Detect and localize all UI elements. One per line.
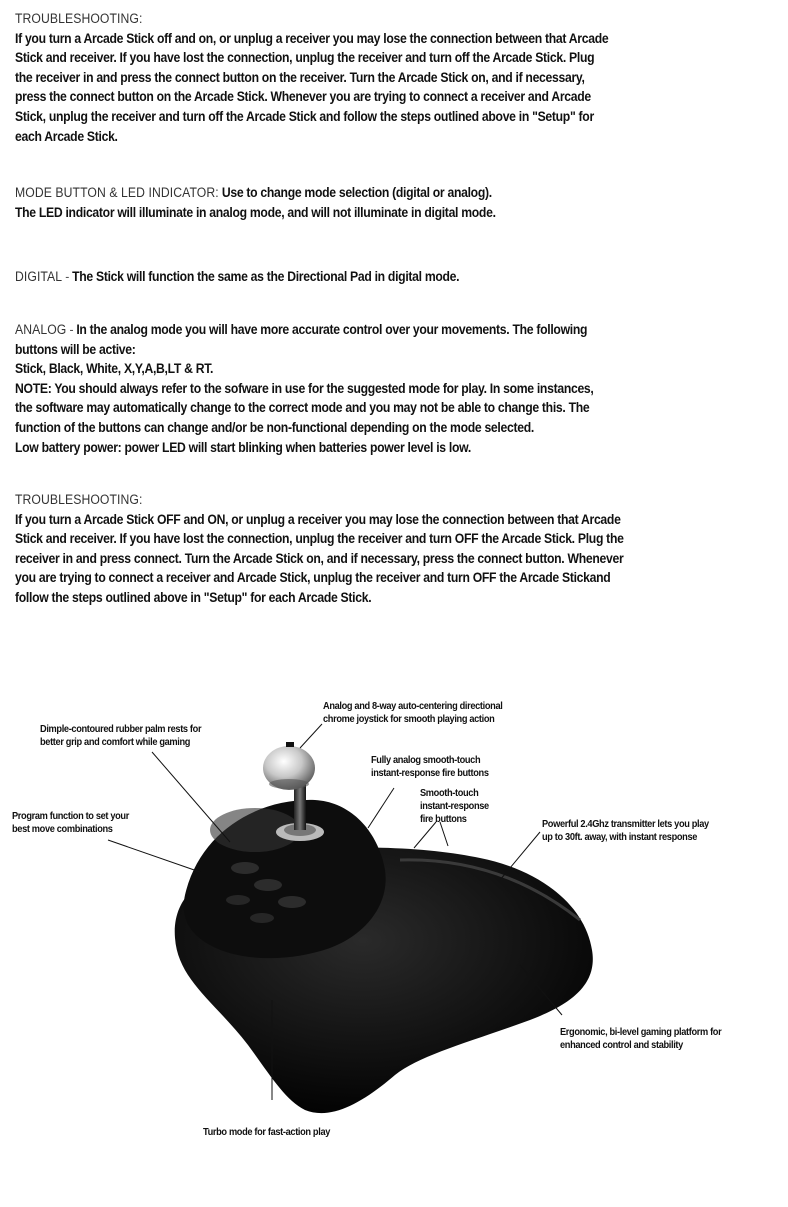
troubleshooting-section-2 bbox=[15, 491, 765, 609]
label-fire-buttons: Smooth-touch instant-response fire buttons bbox=[420, 787, 489, 825]
analog-section bbox=[15, 321, 765, 458]
mode-button-section bbox=[15, 184, 765, 223]
label-turbo-mode: Turbo mode for fast-action play bbox=[203, 1126, 331, 1138]
label-transmitter: Powerful 2.4Ghz transmitter lets you play up to 30ft. away, with instant response bbox=[542, 818, 709, 843]
digital-dash: - bbox=[62, 269, 73, 285]
digital-heading: DIGITAL bbox=[15, 269, 63, 285]
fire-button bbox=[254, 879, 282, 891]
label-analog-fire-buttons: Fully analog smooth-touch instant-response fire buttons bbox=[371, 754, 489, 779]
analog-dash: - bbox=[66, 322, 77, 338]
analog-note-line: the software may automatically change to the correct mode and you may not be able to change this. The bbox=[15, 400, 590, 417]
paragraph-line: each Arcade Stick. bbox=[15, 128, 118, 145]
arcade-stick-diagram bbox=[0, 680, 788, 1180]
fire-button bbox=[231, 862, 259, 874]
label-program-function: Program function to set your best move combinations bbox=[12, 810, 129, 835]
paragraph-line: receiver in and press connect. Turn the Arcade Stick on, and if necessary, press the connect button. Whenever bbox=[15, 550, 624, 567]
analog-text: In the analog mode you will have more accurate control over your movements. The following bbox=[76, 322, 588, 338]
fire-button bbox=[250, 913, 274, 923]
troubleshooting-section-1 bbox=[15, 10, 765, 147]
paragraph-line: follow the steps outlined above in "Setup" for each Arcade Stick. bbox=[15, 589, 372, 606]
fire-button bbox=[226, 895, 250, 905]
paragraph-line: If you turn a Arcade Stick OFF and ON, or unplug a receiver you may lose the connection between that Arcade bbox=[15, 511, 621, 528]
analog-heading: ANALOG bbox=[15, 322, 67, 338]
mode-button-text: Use to change mode selection (digital or analog). bbox=[221, 185, 492, 201]
troubleshooting-heading-1: TROUBLESHOOTING: bbox=[15, 11, 143, 27]
digital-text: The Stick will function the same as the Directional Pad in digital mode. bbox=[72, 269, 460, 285]
low-battery-note: Low battery power: power LED will start blinking when batteries power level is low. bbox=[15, 439, 471, 456]
label-palm-rests: Dimple-contoured rubber palm rests for better grip and comfort while gaming bbox=[40, 723, 202, 748]
paragraph-line: Stick and receiver. If you have lost the connection, unplug the receiver and turn OFF the Arcade Stick. Plug the bbox=[15, 531, 624, 548]
label-joystick: Analog and 8-way auto-centering directional chrome joystick for smooth playing action bbox=[323, 700, 503, 725]
analog-line: buttons will be active: bbox=[15, 341, 136, 358]
paragraph-line: Stick, unplug the receiver and turn off the Arcade Stick and follow the steps outlined above in "Setup" for bbox=[15, 108, 594, 125]
mode-button-heading: MODE BUTTON & LED INDICATOR: bbox=[15, 185, 219, 201]
paragraph-line: the receiver in and press the connect button on the receiver. Turn the Arcade Stick on, and if necessary, bbox=[15, 69, 585, 86]
troubleshooting-heading-2: TROUBLESHOOTING: bbox=[15, 492, 143, 508]
paragraph-line: press the connect button on the Arcade Stick. Whenever you are trying to connect a receiver and Arcade bbox=[15, 89, 591, 106]
paragraph-line: Stick and receiver. If you have lost the connection, unplug the receiver and turn off the Arcade Stick. Plug bbox=[15, 50, 595, 67]
fire-button bbox=[278, 896, 306, 908]
paragraph-line: If you turn a Arcade Stick off and on, or unplug a receiver you may lose the connection between that Arcade bbox=[15, 30, 609, 47]
paragraph-line: you are trying to connect a receiver and Arcade Stick, unplug the receiver and turn OFF the Arcade Stickand bbox=[15, 570, 611, 587]
digital-section bbox=[15, 268, 765, 288]
label-gaming-platform: Ergonomic, bi-level gaming platform for enhanced control and stability bbox=[560, 1026, 722, 1051]
analog-note-line: NOTE: You should always refer to the sofware in use for the suggested mode for play. In some instances, bbox=[15, 380, 594, 397]
analog-note-line: function of the buttons can change and/or be non-functional depending on the mode selected. bbox=[15, 419, 534, 436]
analog-buttons-list: Stick, Black, White, X,Y,A,B,LT & RT. bbox=[15, 361, 214, 378]
mode-button-led-text: The LED indicator will illuminate in analog mode, and will not illuminate in digital mode. bbox=[15, 204, 496, 221]
